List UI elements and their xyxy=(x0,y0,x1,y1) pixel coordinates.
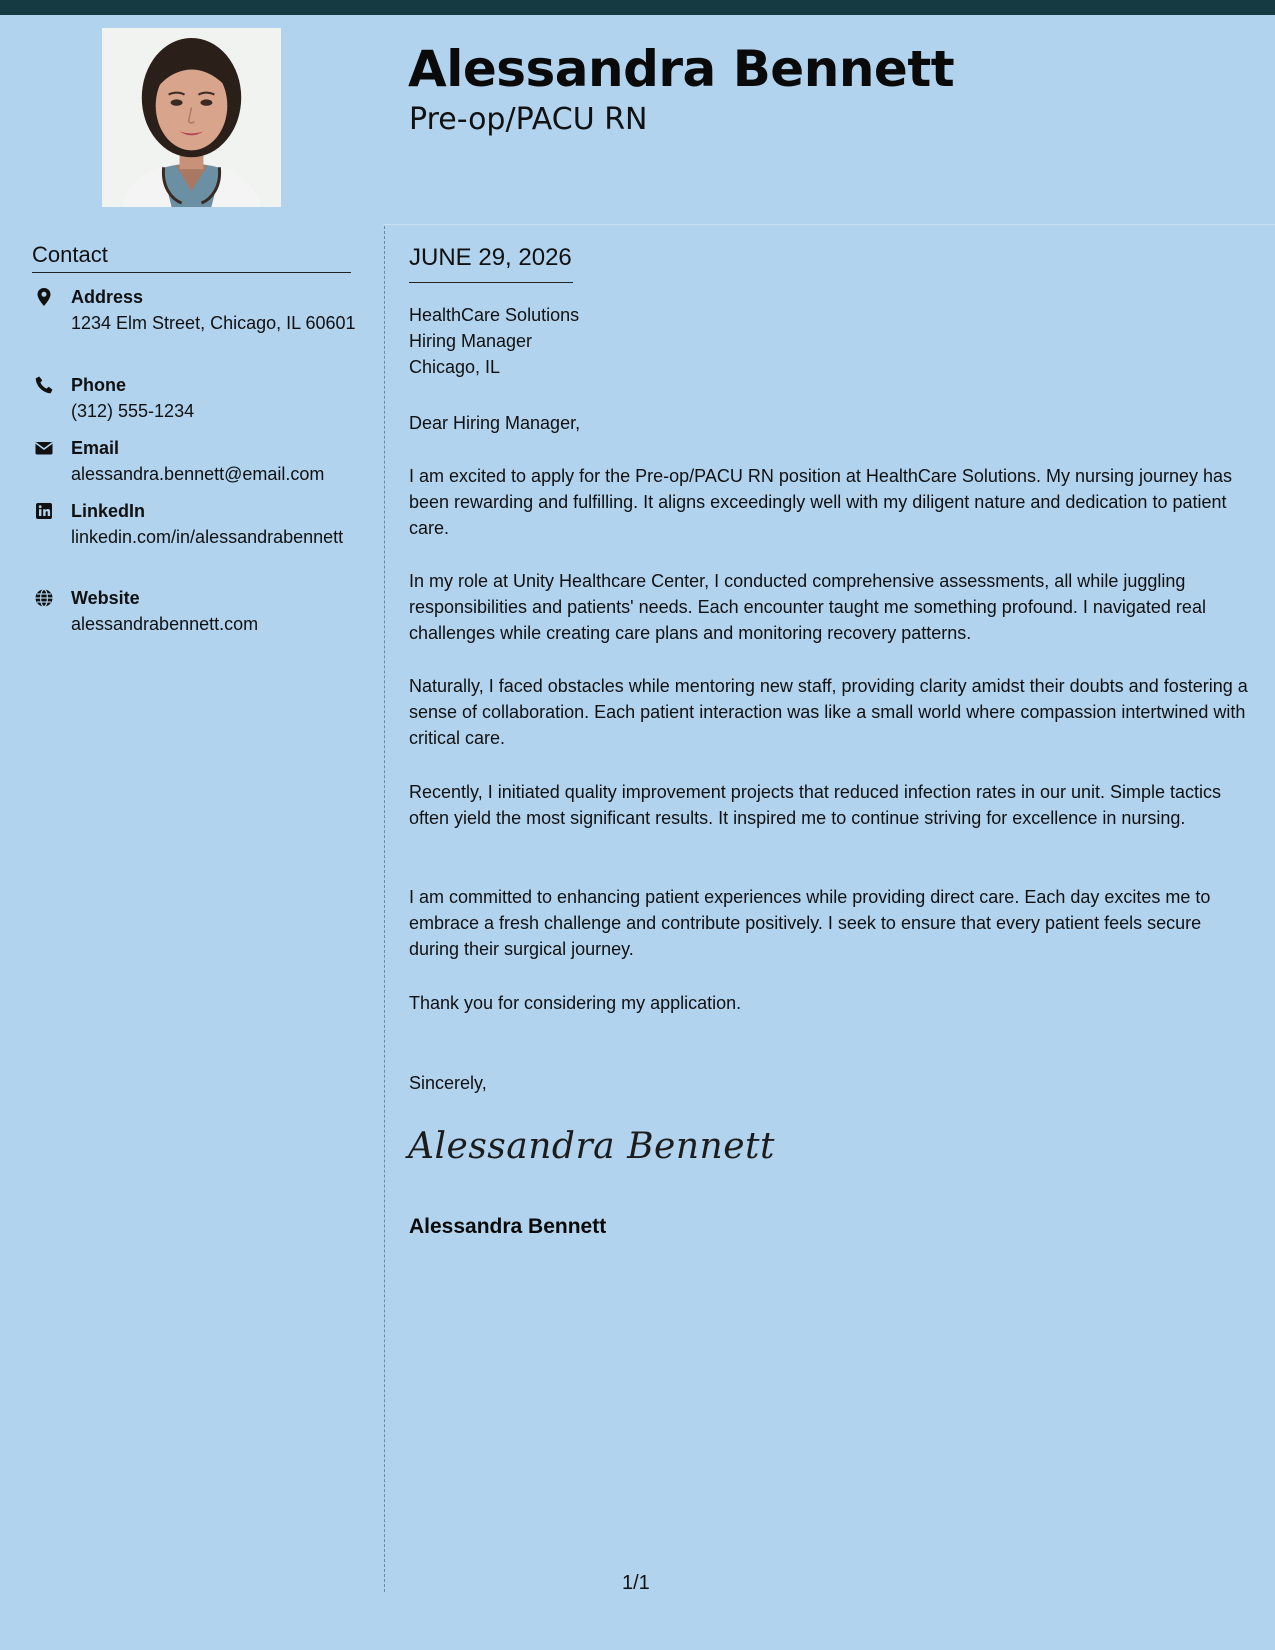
globe-icon xyxy=(34,588,54,608)
contact-label-website: Website xyxy=(71,588,140,608)
envelope-icon xyxy=(34,438,54,458)
contact-value-linkedin[interactable]: linkedin.com/in/alessandrabennett xyxy=(71,527,344,547)
linkedin-icon xyxy=(34,501,54,521)
candidate-name: Alessandra Bennett xyxy=(408,40,955,98)
candidate-role: Pre-op/PACU RN xyxy=(409,102,648,137)
contact-label-linkedin: LinkedIn xyxy=(71,501,146,521)
signer-name: Alessandra Bennett xyxy=(409,1215,607,1238)
contact-value-website[interactable]: alessandrabennett.com xyxy=(71,614,259,634)
page-indicator: 1/1 xyxy=(622,1572,650,1594)
profile-photo-image xyxy=(102,28,281,207)
recipient-title: Hiring Manager xyxy=(409,331,533,351)
letter-date-rule xyxy=(409,282,573,283)
map-pin-icon xyxy=(34,287,54,307)
letter-date: JUNE 29, 2026 xyxy=(409,244,572,271)
contact-heading-rule xyxy=(32,272,351,273)
recipient-location: Chicago, IL xyxy=(409,357,501,377)
handwritten-signature: Alessandra Bennett xyxy=(408,1126,775,1167)
header-divider xyxy=(383,224,1275,225)
profile-photo xyxy=(102,28,281,207)
paragraph-4: Recently, I initiated quality improvement projects that reduced infection rates in our unit. Simple tactics often yield the most significant results. It inspired me to continue striving for excellence in nursing. xyxy=(409,782,1222,828)
recipient-company: HealthCare Solutions xyxy=(409,305,580,325)
contact-value-phone: (312) 555-1234 xyxy=(71,401,195,421)
recipient-block xyxy=(409,302,579,380)
contact-value-address: 1234 Elm Street, Chicago, IL 60601 xyxy=(71,313,356,333)
sign-off: Sincerely, xyxy=(409,1073,487,1093)
paragraph-3: Naturally, I faced obstacles while mentoring new staff, providing clarity amidst their doubts and fostering a sense of collaboration. Each patient interaction was like a small world where compassion intertwined with critical care. xyxy=(409,676,1248,748)
contact-heading: Contact xyxy=(32,242,108,267)
closing-thanks: Thank you for considering my application. xyxy=(409,993,742,1013)
paragraph-5: I am committed to enhancing patient experiences while providing direct care. Each day excites me to embrace a fresh challenge and contribute positively. I seek to ensure that every patient feels secure during their surgical journey. xyxy=(409,887,1211,959)
paragraph-2: In my role at Unity Healthcare Center, I conducted comprehensive assessments, all while juggling responsibilities and patients' needs. Each encounter taught me something profound. I navigated real challenges while creating care plans and monitoring recovery patterns. xyxy=(409,571,1206,643)
column-divider xyxy=(384,226,385,1592)
contact-label-address: Address xyxy=(71,287,144,307)
top-accent-bar xyxy=(0,0,1275,15)
paragraph-1: I am excited to apply for the Pre-op/PACU RN position at HealthCare Solutions. My nursing journey has been rewarding and fulfilling. It aligns exceedingly well with my diligent nature and dedication to patient care. xyxy=(409,466,1233,538)
phone-icon xyxy=(34,375,54,395)
contact-label-email: Email xyxy=(71,438,120,458)
salutation: Dear Hiring Manager, xyxy=(409,413,581,433)
contact-value-email[interactable]: alessandra.bennett@email.com xyxy=(71,464,325,484)
contact-label-phone: Phone xyxy=(71,375,127,395)
